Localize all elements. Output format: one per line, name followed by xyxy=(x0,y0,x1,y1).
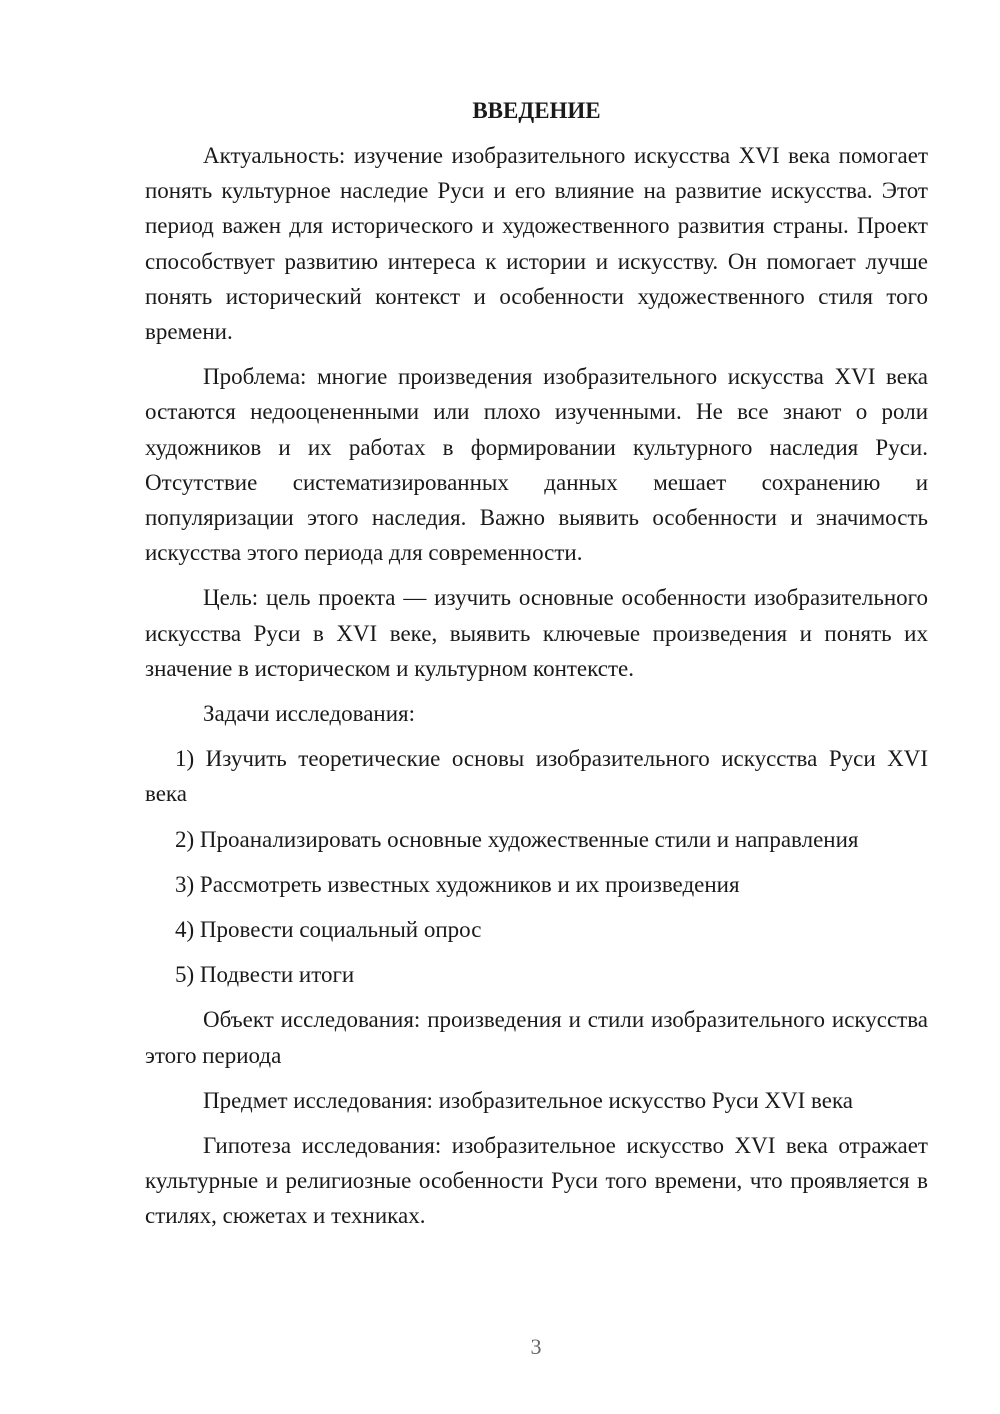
task-item-2: 2) Проанализировать основные художественные стили и направления xyxy=(175,826,859,852)
subject-paragraph: Предмет исследования: изобразительное искусство Руси XVI века xyxy=(203,1087,853,1113)
section-heading: ВВЕДЕНИЕ xyxy=(472,98,601,123)
object-paragraph: Объект исследования: произведения и стили изобразительного искусства этого периода xyxy=(145,1007,928,1068)
task-item-5: 5) Подвести итоги xyxy=(175,962,355,988)
task-item-4: 4) Провести социальный опрос xyxy=(175,917,482,943)
problem-paragraph: Проблема: многие произведения изобразительного искусства XVI века остаются недооцененными или плохо изученными. Не все знают о роли художников и их работах в формировании культурного наследия Руси. Отсутствие систематизированных данных мешает сохранению и популяризации этого наследия. Важно выявить особенности и значимость искусства этого периода для современности. xyxy=(145,364,928,566)
page-number: 3 xyxy=(530,1334,542,1359)
hypothesis-paragraph: Гипотеза исследования: изобразительное искусство XVI века отражает культурные и религиозные особенности Руси того времени, что проявляется в стилях, сюжетах и техниках. xyxy=(145,1133,928,1229)
tasks-heading: Задачи исследования: xyxy=(203,701,416,727)
goal-paragraph: Цель: цель проекта — изучить основные особенности изобразительного искусства Руси в XVI веке, выявить ключевые произведения и понять их значение в историческом и культурном контексте. xyxy=(145,585,928,681)
task-item-1: 1) Изучить теоретические основы изобразительного искусства Руси XVI века xyxy=(145,746,928,807)
task-item-3: 3) Рассмотреть известных художников и их произведения xyxy=(175,871,740,897)
relevance-paragraph: Актуальность: изучение изобразительного искусства XVI века помогает понять культурное наследие Руси и его влияние на развитие искусства. Этот период важен для исторического и художественного развития страны. Проект способствует развитию интереса к истории и искусству. Он помогает лучше понять исторический контекст и особенности художественного стиля того времени. xyxy=(145,143,928,345)
page-content xyxy=(145,93,928,1244)
